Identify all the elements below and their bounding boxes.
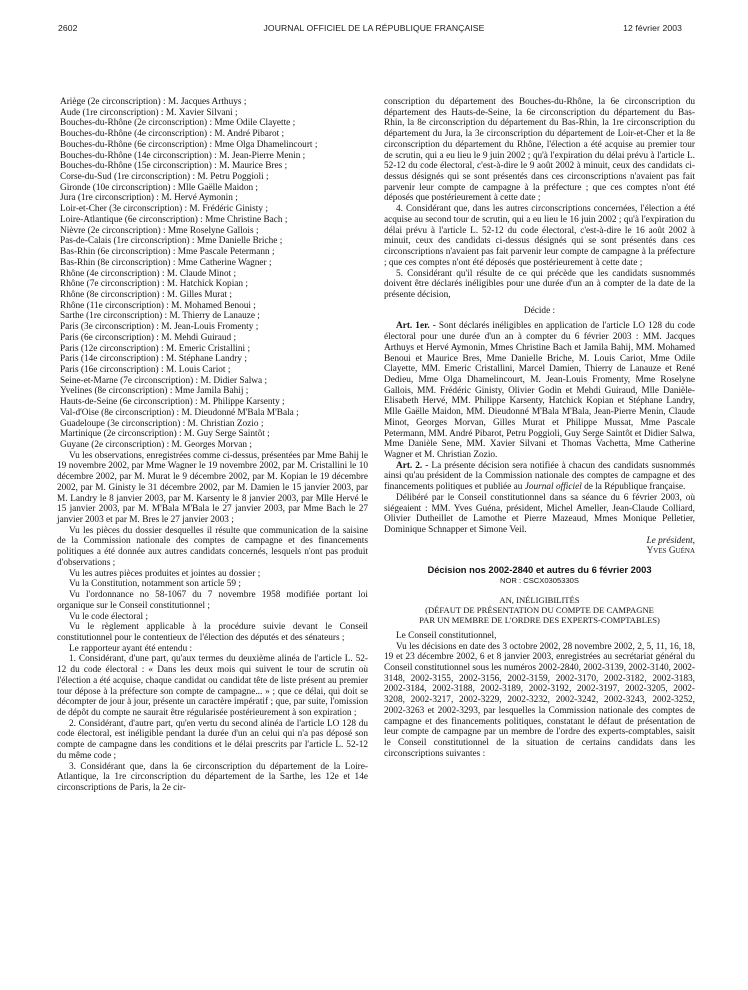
circonscription-entry: Jura (1re circonscription) : M. Hervé Aymonin ; bbox=[60, 193, 238, 204]
circonscription-entry: Bouches-du-Rhône (15e circonscription) : M. Maurice Bres ; bbox=[60, 161, 288, 172]
article-2-text-a: La présente décision sera notifiée à chacun des candidats susnommés ainsi qu'au président de la Commission nationale des comptes de campagne et des financements politiques et publiée au bbox=[384, 460, 695, 493]
circonscription-entry: Rhône (4e circonscription) : M. Claude Minot ; bbox=[60, 268, 237, 279]
article-2-label: Art. 2. - bbox=[396, 460, 429, 471]
decide-heading: Décide : bbox=[523, 305, 556, 316]
right-column bbox=[384, 97, 695, 759]
paragraph-pieces: Vu les pièces du dossier desquelles il résulte que communication de la saisine de la Commission nationale des comptes de campagne et des financements politiques a été donnée aux autres candidats concernés, lesquels n'ont pas produit d'observations ; bbox=[57, 525, 368, 568]
conseil-constitutionnel-line: Le Conseil constitutionnel, bbox=[396, 630, 497, 641]
an-ineligibilites-heading: AN, INÉLIGIBILITÉS bbox=[499, 594, 580, 605]
circonscription-entry: Bouches-du-Rhône (4e circonscription) : M. André Pibarot ; bbox=[60, 129, 285, 140]
circonscription-entry: Bas-Rhin (8e circonscription) : Mme Catherine Wagner ; bbox=[60, 257, 272, 268]
paragraph-considerant-1: 1. Considérant, d'une part, qu'aux termes du deuxième alinéa de l'article L. 52-12 du code électoral : « Dans les deux mois qui suivent le tour de scrutin où l'élection a été acquise, chaque candidat ou candidat tête de liste présent au premier tour dépose à la préfecture son compte de campagne... » ; que ce délai, qui doit se décompter de jour à jour, présente un caractère impératif ; que, par suite, l'omission de dépôt du compte ne saurait être régularisée postérieurement à son expiration ; bbox=[57, 654, 368, 718]
circonscription-entry: Paris (16e circonscription) : M. Louis Cariot ; bbox=[60, 364, 231, 375]
circonscription-entry: Gironde (10e circonscription) : Mlle Gaëlle Maidon ; bbox=[60, 182, 259, 193]
signature-title: Le président, bbox=[646, 535, 695, 546]
paragraph-ordonnance: Vu l'ordonnance no 58-1067 du 7 novembre 1958 modifiée portant loi organique sur le Conseil constitutionnel ; bbox=[57, 590, 368, 611]
subheading-line-1: (DÉFAUT DE PRÉSENTATION DU COMPTE DE CAMPAGNE bbox=[425, 605, 654, 616]
circonscription-entry: Bas-Rhin (6e circonscription) : Mme Pascale Petermann ; bbox=[60, 247, 275, 258]
paragraph-vu-decisions: Vu les décisions en date des 3 octobre 2002, 28 novembre 2002, 2, 5, 11, 16, 18, 19 et 23 décembre 2002, 6 et 8 janvier 2003, enregistrées au secrétariat général du Conseil constitutionnel sous les numéros 2002-2840, 2002-3139, 2002-3140, 2002-3148, 2002-3155, 2002-3156, 2002-3159, 2002-3170, 2002-3182, 2002-3183, 2002-3184, 2002-3188, 2002-3189, 2002-3192, 2002-3197, 2002-3205, 2002-3208, 2002-3217, 2002-3229, 2002-3232, 2002-3242, 2002-3243, 2002-3252, 2002-3263 et 2002-3293, par lesquelles la Commission nationale des comptes de campagne et des financements politiques, constatant le défaut de présentation de leur compte de campagne par un membre de l'ordre des experts-comptables, saisit le Conseil constitutionnel de la situation de certains candidats dans les circonscriptions suivantes : bbox=[384, 641, 695, 759]
paragraph-considerant-3-continued: conscription du département des Bouches-du-Rhône, la 6e circonscription du département des Hauts-de-Seine, la 6e circonscription du département du Bas-Rhin, la 8e circonscription du département du Bas-Rhin, la 1re circonscription du département du Jura, la 3e circonscription du département de Loir-et-Cher et la 8e circonscription du département du Rhône, l'élection a été acquise au premier tour de scrutin, qui a eu lieu le 9 juin 2002 ; qu'à l'expiration du délai prévu à l'article L. 52-12 du code électoral, c'est-à-dire le 9 août 2002 à minuit, ceux des candidats ci-dessus désignés qui se sont présentés dans ces circonscriptions n'avaient pas fait parvenir leur compte de campagne à la préfecture ; que ces comptes n'ont été déposés que postérieurement à cette date ; bbox=[384, 97, 695, 204]
paragraph-considerant-5: 5. Considérant qu'il résulte de ce qui précède que les candidats susnommés doivent être déclarés inéligibles pour une durée d'un an à compter de la date de la présente décision, bbox=[384, 268, 695, 300]
deliberation-paragraph: Délibéré par le Conseil constitutionnel dans sa séance du 6 février 2003, où siégeaient : MM. Yves Guéna, président, Michel Ameller, Jean-Claude Colliard, Olivier Dutheillet de Lamothe et Pierre Mazeaud, Mmes Monique Pelletier, Dominique Schnapper et Simone Veil. bbox=[384, 492, 695, 536]
paragraph-considerant-4: 4. Considérant que, dans les autres circonscriptions concernées, l'élection a été acquise au second tour de scrutin, qui a eu lieu le 16 juin 2002 ; qu'à l'expiration du délai prévu à l'article L. 52-12 du code électoral, c'est-à-dire le 16 août 2002 à minuit, ceux des candidats ci-dessus désignés qui se sont présentés dans ces circonscriptions n'avaient pas fait parvenir leur compte de campagne à la préfecture ; que ces comptes n'ont été déposés que postérieurement à cette date ; bbox=[384, 204, 695, 268]
signature-name: Yves Guéna bbox=[646, 546, 695, 557]
circonscription-entry: Rhône (8e circonscription) : M. Gilles Murat ; bbox=[60, 289, 232, 300]
journal-officiel-italic: Journal officiel bbox=[524, 482, 582, 493]
article-1-text: Sont déclarés inéligibles en application de l'article LO 128 du code électoral pour une durée d'un an à compter du 6 février 2003 : MM. Jacques Arthuys et Hervé Aymonin, Mmes Christine Bach et Jamila Bahij, MM. Mohamed Benoui et Maurice Bres, Mme Danielle Briche, M. Louis Cariot, Mme Odile Clayette, MM. Emeric Cristallini, Marcel Damien, Thierry de Lanauze et René Dedieu, Mme Olga Dhamelincourt, M. Jean-Louis Fromenty, Mme Roselyne Gallois, MM. Frédéric Ginisty, Olivier Godin et Mehdi Guiraud, Mlle Danièle-Elisabeth Hervé, MM. Philippe Karsenty, Hatchick Kopian et Stéphane Landry, Mlle Gaëlle Maidon, MM. Dieudonné M'Bala M'Bala, Jean-Pierre Menin, Claude Minot, Georges Morvan, Gilles Murat et Philippe Mussat, Mme Pascale Petermann, MM. André Pibarot, Petru Poggioli, Guy Serge Saintôt et Didier Salwa, Mme Danièle Sene, MM. Xavier Silvani et Thomas Vachetta, Mme Catherine Wagner et M. Christian Zozio. bbox=[384, 321, 695, 460]
article-1 bbox=[384, 321, 695, 460]
nor-reference: NOR : CSCX0305330S bbox=[500, 575, 579, 585]
circonscription-entry: Rhône (11e circonscription) : M. Mohamed Benoui ; bbox=[60, 300, 256, 311]
article-1-label: Art. 1er. - bbox=[396, 321, 436, 332]
paragraph-rapporteur: Le rapporteur ayant été entendu : bbox=[69, 643, 193, 654]
circonscription-entry: Hauts-de-Seine (6e circonscription) : M. Philippe Karsenty ; bbox=[60, 397, 285, 408]
journal-title: JOURNAL OFFICIEL DE LA RÉPUBLIQUE FRANÇAISE bbox=[263, 23, 485, 33]
circonscription-entry: Bouches-du-Rhône (14e circonscription) : M. Jean-Pierre Menin ; bbox=[60, 150, 306, 161]
left-column bbox=[57, 97, 368, 794]
circonscription-entry: Aude (1re circonscription) : M. Xavier Silvani ; bbox=[60, 107, 238, 118]
article-2-text-b: de la République française. bbox=[584, 482, 686, 493]
paragraph-reglement: Vu le règlement applicable à la procédure suivie devant le Conseil constitutionnel pour le contentieux de l'élection des députés et des sénateurs ; bbox=[57, 622, 368, 643]
circonscription-entry: Paris (14e circonscription) : M. Stéphane Landry ; bbox=[60, 354, 247, 365]
circonscription-entry: Guadeloupe (3e circonscription) : M. Christian Zozio ; bbox=[60, 418, 264, 429]
circonscription-entry: Paris (6e circonscription) : M. Mehdi Guiraud ; bbox=[60, 332, 237, 343]
paragraph-autres-pieces: Vu les autres pièces produites et jointes au dossier ; bbox=[69, 568, 261, 579]
paragraph-considerant-3-start: 3. Considérant que, dans la 6e circonscription du département de la Loire-Atlantique, la 1re circonscription du département de la Sarthe, les 12e et 14e circonscriptions de Paris, la 2e cir- bbox=[57, 761, 368, 793]
circonscription-entry: Loir-et-Cher (3e circonscription) : M. Frédéric Ginisty ; bbox=[60, 204, 268, 215]
circonscription-entry: Corse-du-Sud (1re circonscription) : M. Petru Poggioli ; bbox=[60, 172, 269, 183]
subheading-line-2: PAR UN MEMBRE DE L'ORDRE DES EXPERTS-COMPTABLES) bbox=[419, 615, 660, 626]
paragraph-code-electoral: Vu le code électoral ; bbox=[69, 611, 148, 622]
circonscription-entry: Bouches-du-Rhône (6e circonscription) : Mme Olga Dhamelincourt ; bbox=[60, 139, 318, 150]
circonscription-entry: Bouches-du-Rhône (2e circonscription) : Mme Odile Clayette ; bbox=[60, 118, 296, 129]
circonscription-list bbox=[57, 97, 368, 451]
circonscription-entry: Rhône (7e circonscription) : M. Hatchick Kopian ; bbox=[60, 279, 248, 290]
issue-date: 12 février 2003 bbox=[623, 23, 682, 33]
circonscription-entry: Guyane (2e circonscription) : M. Georges Morvan ; bbox=[60, 440, 252, 450]
circonscription-entry: Pas-de-Calais (1re circonscription) : Mme Danielle Briche ; bbox=[60, 236, 283, 247]
decision-title: Décision nos 2002-2840 et autres du 6 février 2003 bbox=[427, 564, 652, 576]
paragraph-observations: Vu les observations, enregistrées comme ci-dessus, présentées par Mme Bahij le 19 novembre 2002, par Mme Wagner le 19 novembre 2002, par M. Cristallini le 10 décembre 2002, par M. Murat le 9 décembre 2002, par M. Kopian le 19 décembre 2002, par M. Ginisty le 31 décembre 2002, par M. Damien le 15 janvier 2003, par M. Landry le 8 janvier 2003, par M. Karsenty le 8 janvier 2003, par Mlle Hervé le 15 janvier 2003, par M. M'Bala M'Bala le 27 janvier 2003, par Mme Bach le 27 janvier 2003 et par M. Bres le 27 janvier 2003 ; bbox=[57, 450, 368, 526]
circonscription-entry: Nièvre (2e circonscription) : Mme Roselyne Gallois ; bbox=[60, 225, 259, 236]
page-number: 2602 bbox=[58, 23, 78, 33]
circonscription-entry: Seine-et-Marne (7e circonscription) : M. Didier Salwa ; bbox=[60, 375, 268, 386]
circonscription-entry: Sarthe (1re circonscription) : M. Thierry de Lanauze ; bbox=[60, 311, 260, 322]
paragraph-constitution: Vu la Constitution, notamment son article 59 ; bbox=[69, 579, 241, 590]
circonscription-entry: Paris (3e circonscription) : M. Jean-Louis Fromenty ; bbox=[60, 322, 259, 333]
paragraph-considerant-2: 2. Considérant, d'autre part, qu'en vertu du second alinéa de l'article LO 128 du code électoral, est inéligible pendant la durée d'un an celui qui n'a pas déposé son compte de campagne dans les conditions et le délai prescrits par l'article L. 52-12 du même code ; bbox=[57, 718, 368, 761]
circonscription-entry: Val-d'Oise (8e circonscription) : M. Dieudonné M'Bala M'Bala ; bbox=[60, 407, 299, 418]
article-2 bbox=[384, 461, 695, 493]
circonscription-entry: Loire-Atlantique (6e circonscription) : Mme Christine Bach ; bbox=[60, 214, 288, 225]
circonscription-entry: Yvelines (8e circonscription) : Mme Jamila Bahij ; bbox=[60, 386, 249, 397]
circonscription-entry: Ariège (2e circonscription) : M. Jacques Arthuys ; bbox=[60, 97, 247, 107]
circonscription-entry: Martinique (2e circonscription) : M. Guy Serge Saintôt ; bbox=[60, 429, 270, 440]
circonscription-entry: Paris (12e circonscription) : M. Emeric Cristallini ; bbox=[60, 343, 251, 354]
